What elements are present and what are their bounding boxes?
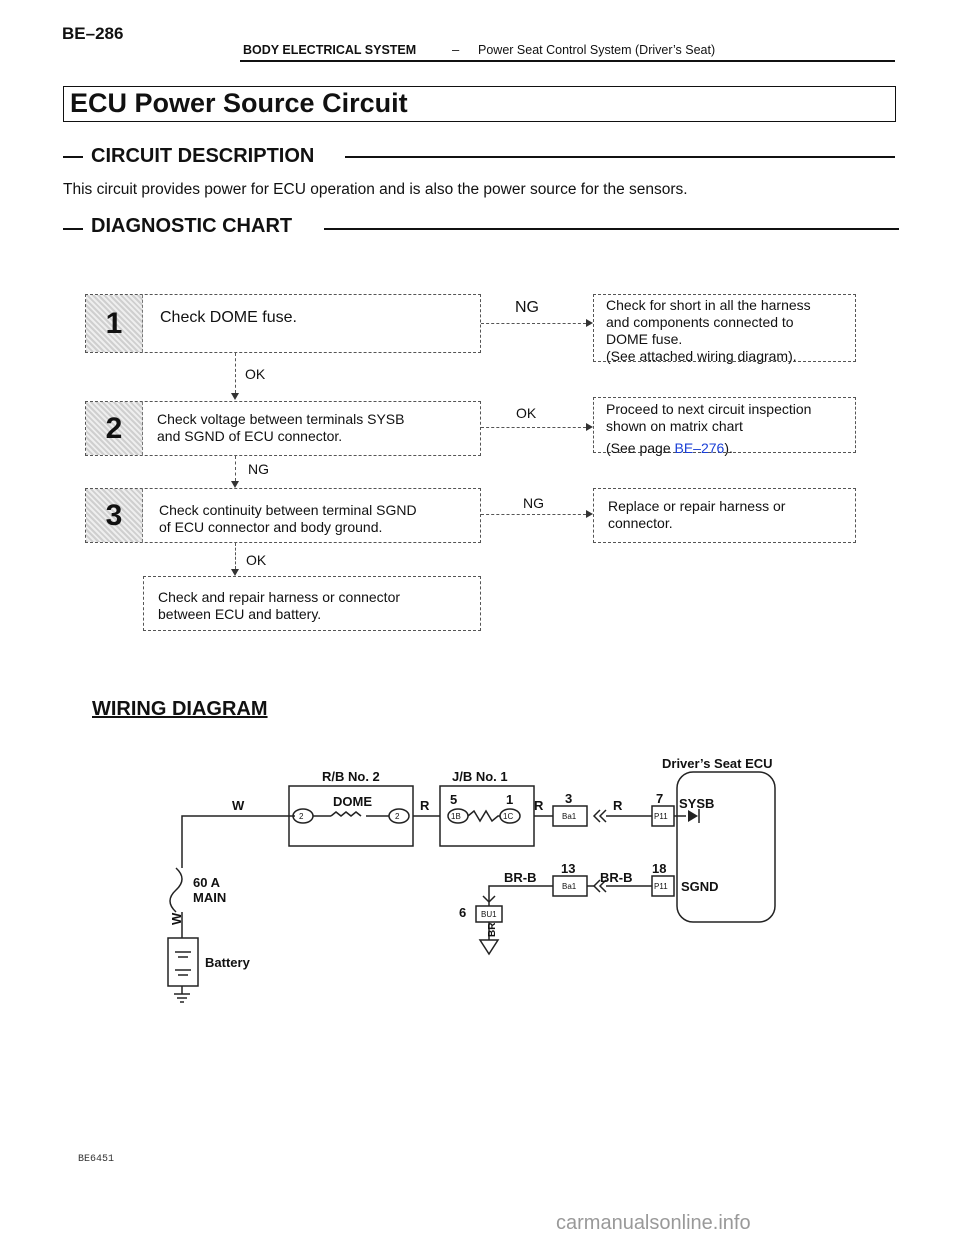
rb-pin-out-label: 2 [395, 812, 400, 821]
battery-label: Battery [205, 955, 250, 970]
label-s2-ok: OK [516, 405, 537, 421]
pin-3: 3 [565, 791, 573, 806]
watermark: carmanualsonline.info [556, 1212, 751, 1234]
connector-ba1-label: Ba1 [562, 882, 577, 891]
ecu-box [677, 772, 775, 922]
wiring-diagram-heading: WIRING DIAGRAM [92, 698, 268, 720]
label-s1-ok: OK [245, 366, 266, 382]
jb-pin-1: 1 [506, 792, 514, 807]
wire-w-label: W [232, 798, 245, 813]
step-2-number: 2 [86, 402, 143, 455]
step-3-number: 3 [86, 489, 143, 542]
step-1-text: Check DOME fuse. [160, 309, 297, 326]
sysb-label: SYSB [679, 796, 715, 811]
step-2-text: Check voltage between terminals SYSB and SGND of ECU connector. [157, 411, 405, 444]
fuse-icon [331, 812, 361, 816]
connector-bu1-label: BU1 [481, 910, 497, 919]
jb-coupling-icon [468, 811, 500, 821]
fusible-amp-label: 60 A [193, 875, 220, 890]
label-s2-ng: NG [248, 461, 269, 477]
result-3-text: Replace or repair harness or connector. [608, 498, 786, 531]
ground-icon [480, 940, 498, 954]
wire-r-label: R [534, 798, 544, 813]
step-3-text: Check continuity between terminal SGND of ECU connector and body ground. [159, 502, 417, 535]
label-s1-ng: NG [515, 299, 539, 316]
rb-label: R/B No. 2 [322, 769, 380, 784]
page-number: BE–286 [62, 24, 124, 43]
label-s3-ng: NG [523, 495, 544, 511]
pin-6: 6 [459, 905, 467, 920]
step-1-number: 1 [86, 295, 143, 352]
jb-pin-1c-label: 1C [503, 812, 514, 821]
circuit-description-heading: CIRCUIT DESCRIPTION [91, 145, 315, 167]
rb-pin-in-label: 2 [299, 812, 304, 821]
header-system: BODY ELECTRICAL SYSTEM [243, 43, 417, 57]
wire-brb-label: BR-B [504, 870, 537, 885]
page-title: ECU Power Source Circuit [70, 88, 408, 118]
diode-icon [688, 810, 698, 822]
connector-p11-label: P11 [654, 812, 668, 821]
wire-w-top [182, 816, 295, 868]
result-2-text: Proceed to next circuit inspection shown on matrix chart (See page BE–276). [606, 401, 812, 456]
connector-ba1-label: Ba1 [562, 812, 577, 821]
pin-7: 7 [656, 791, 664, 806]
header-separator: – [452, 42, 460, 57]
wire-r-label: R [613, 798, 623, 813]
pin-13: 13 [561, 861, 576, 876]
circuit-description-text: This circuit provides power for ECU operation and is also the power source for the sensors. [63, 181, 688, 198]
sgnd-label: SGND [681, 879, 719, 894]
header-subsystem: Power Seat Control System (Driver’s Seat) [478, 43, 716, 57]
page-link-be276[interactable]: BE–276 [674, 440, 725, 456]
wire-brb-label: BR-B [600, 870, 633, 885]
wire-w-vertical-label: W [169, 912, 184, 925]
wire-br-label: BR [487, 922, 498, 937]
battery-icon [168, 938, 198, 986]
final-step-text: Check and repair harness or connector between ECU and battery. [158, 589, 401, 622]
jb-pin-1b-label: 1B [451, 812, 461, 821]
fuse-label: DOME [333, 794, 372, 809]
figure-code: BE6451 [78, 1154, 115, 1165]
pin-18: 18 [652, 861, 667, 876]
diagnostic-chart-heading: DIAGNOSTIC CHART [91, 215, 293, 237]
jb-label: J/B No. 1 [452, 769, 508, 784]
ecu-label: Driver’s Seat ECU [662, 756, 773, 771]
result-1-text: Check for short in all the harness and components connected to DOME fuse. (See attached wiring diagram). [606, 297, 811, 364]
label-s3-ok: OK [246, 552, 267, 568]
wire-r-label: R [420, 798, 430, 813]
fusible-link-icon [170, 868, 182, 912]
jb-pin-5: 5 [450, 792, 458, 807]
connector-p11-label: P11 [654, 882, 668, 891]
fusible-name-label: MAIN [193, 890, 227, 905]
